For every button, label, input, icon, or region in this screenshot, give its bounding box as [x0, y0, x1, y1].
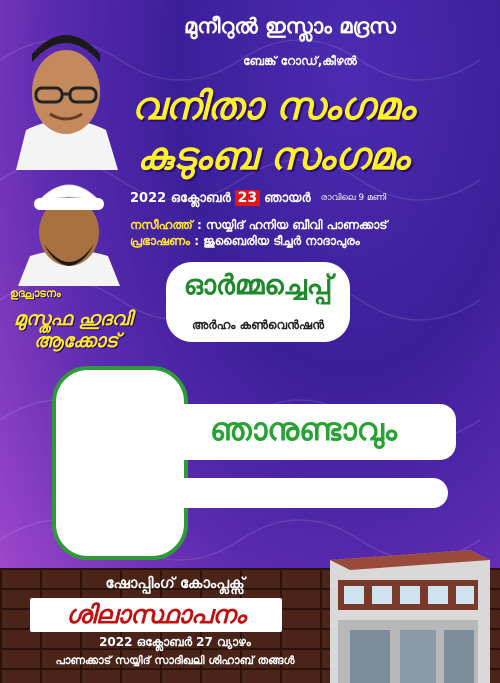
event-weekday: ഞായർ: [264, 190, 311, 206]
naseehath-value: : സയ്യിദ് ഹനിയ ബീവി പാണക്കാട്: [196, 218, 388, 232]
naseehath-row: [130, 218, 387, 233]
badge-subtitle: അർഹം കൺവെൻഷൻ: [191, 318, 325, 332]
foundation-date: 2022 ഒക്ലോബർ 27 വ്യാഴം: [99, 635, 251, 649]
attend-text: ഞാനുണ്ടാവും: [210, 412, 397, 448]
foundation-by: പാണക്കാട് സയ്യിദ് സാദിഖലി ശിഹാബ് തങ്ങൾ: [55, 654, 295, 667]
badge-title: ഓർമ്മച്ചെപ്പ്: [183, 270, 333, 301]
user-photo-frame[interactable]: [52, 366, 188, 560]
event-date-prefix: 2022 ഒക്ലോബർ: [130, 190, 231, 206]
chief-guest-name-line1: മുസ്തഫ ഹുദവി: [14, 308, 133, 330]
shop-title: ഷോപ്പിംഗ് കോംപ്ലക്സ്: [105, 574, 245, 592]
chief-guest-name-line2: ആക്കോട്: [34, 330, 119, 352]
event-date-row: [130, 190, 386, 206]
naseehath-label: നസീഹത്ത്: [130, 218, 193, 232]
user-name-field[interactable]: [180, 478, 448, 508]
event-time: രാവിലെ 9 മണി: [320, 193, 387, 203]
leader-photo-2: [14, 160, 124, 286]
foundation-title: ശിലാസ്ഥാപനം: [66, 600, 246, 629]
org-address: ബേങ്ക് റോഡ്,കീഴൽ: [243, 54, 357, 68]
org-title: മുനീറുൽ ഇസ്ലാം മദ്രസ: [184, 14, 396, 38]
chief-guest-label: ഉദ്ഘാടനം: [10, 287, 61, 300]
prabhashanam-label: പ്രഭാഷണം: [130, 234, 191, 248]
prabhashanam-row: [130, 234, 360, 249]
leader-photo-1: [6, 10, 126, 170]
event-title-line1: വനിതാ സംഗമം: [131, 84, 415, 128]
prabhashanam-value: : ജുബൈരിയ ടീച്ചർ നാദാപുരം: [194, 234, 360, 248]
event-date-day: 23: [235, 190, 260, 206]
building-illustration: [320, 540, 500, 683]
event-title-line2: കുടുംബ സംഗമം: [137, 134, 409, 178]
